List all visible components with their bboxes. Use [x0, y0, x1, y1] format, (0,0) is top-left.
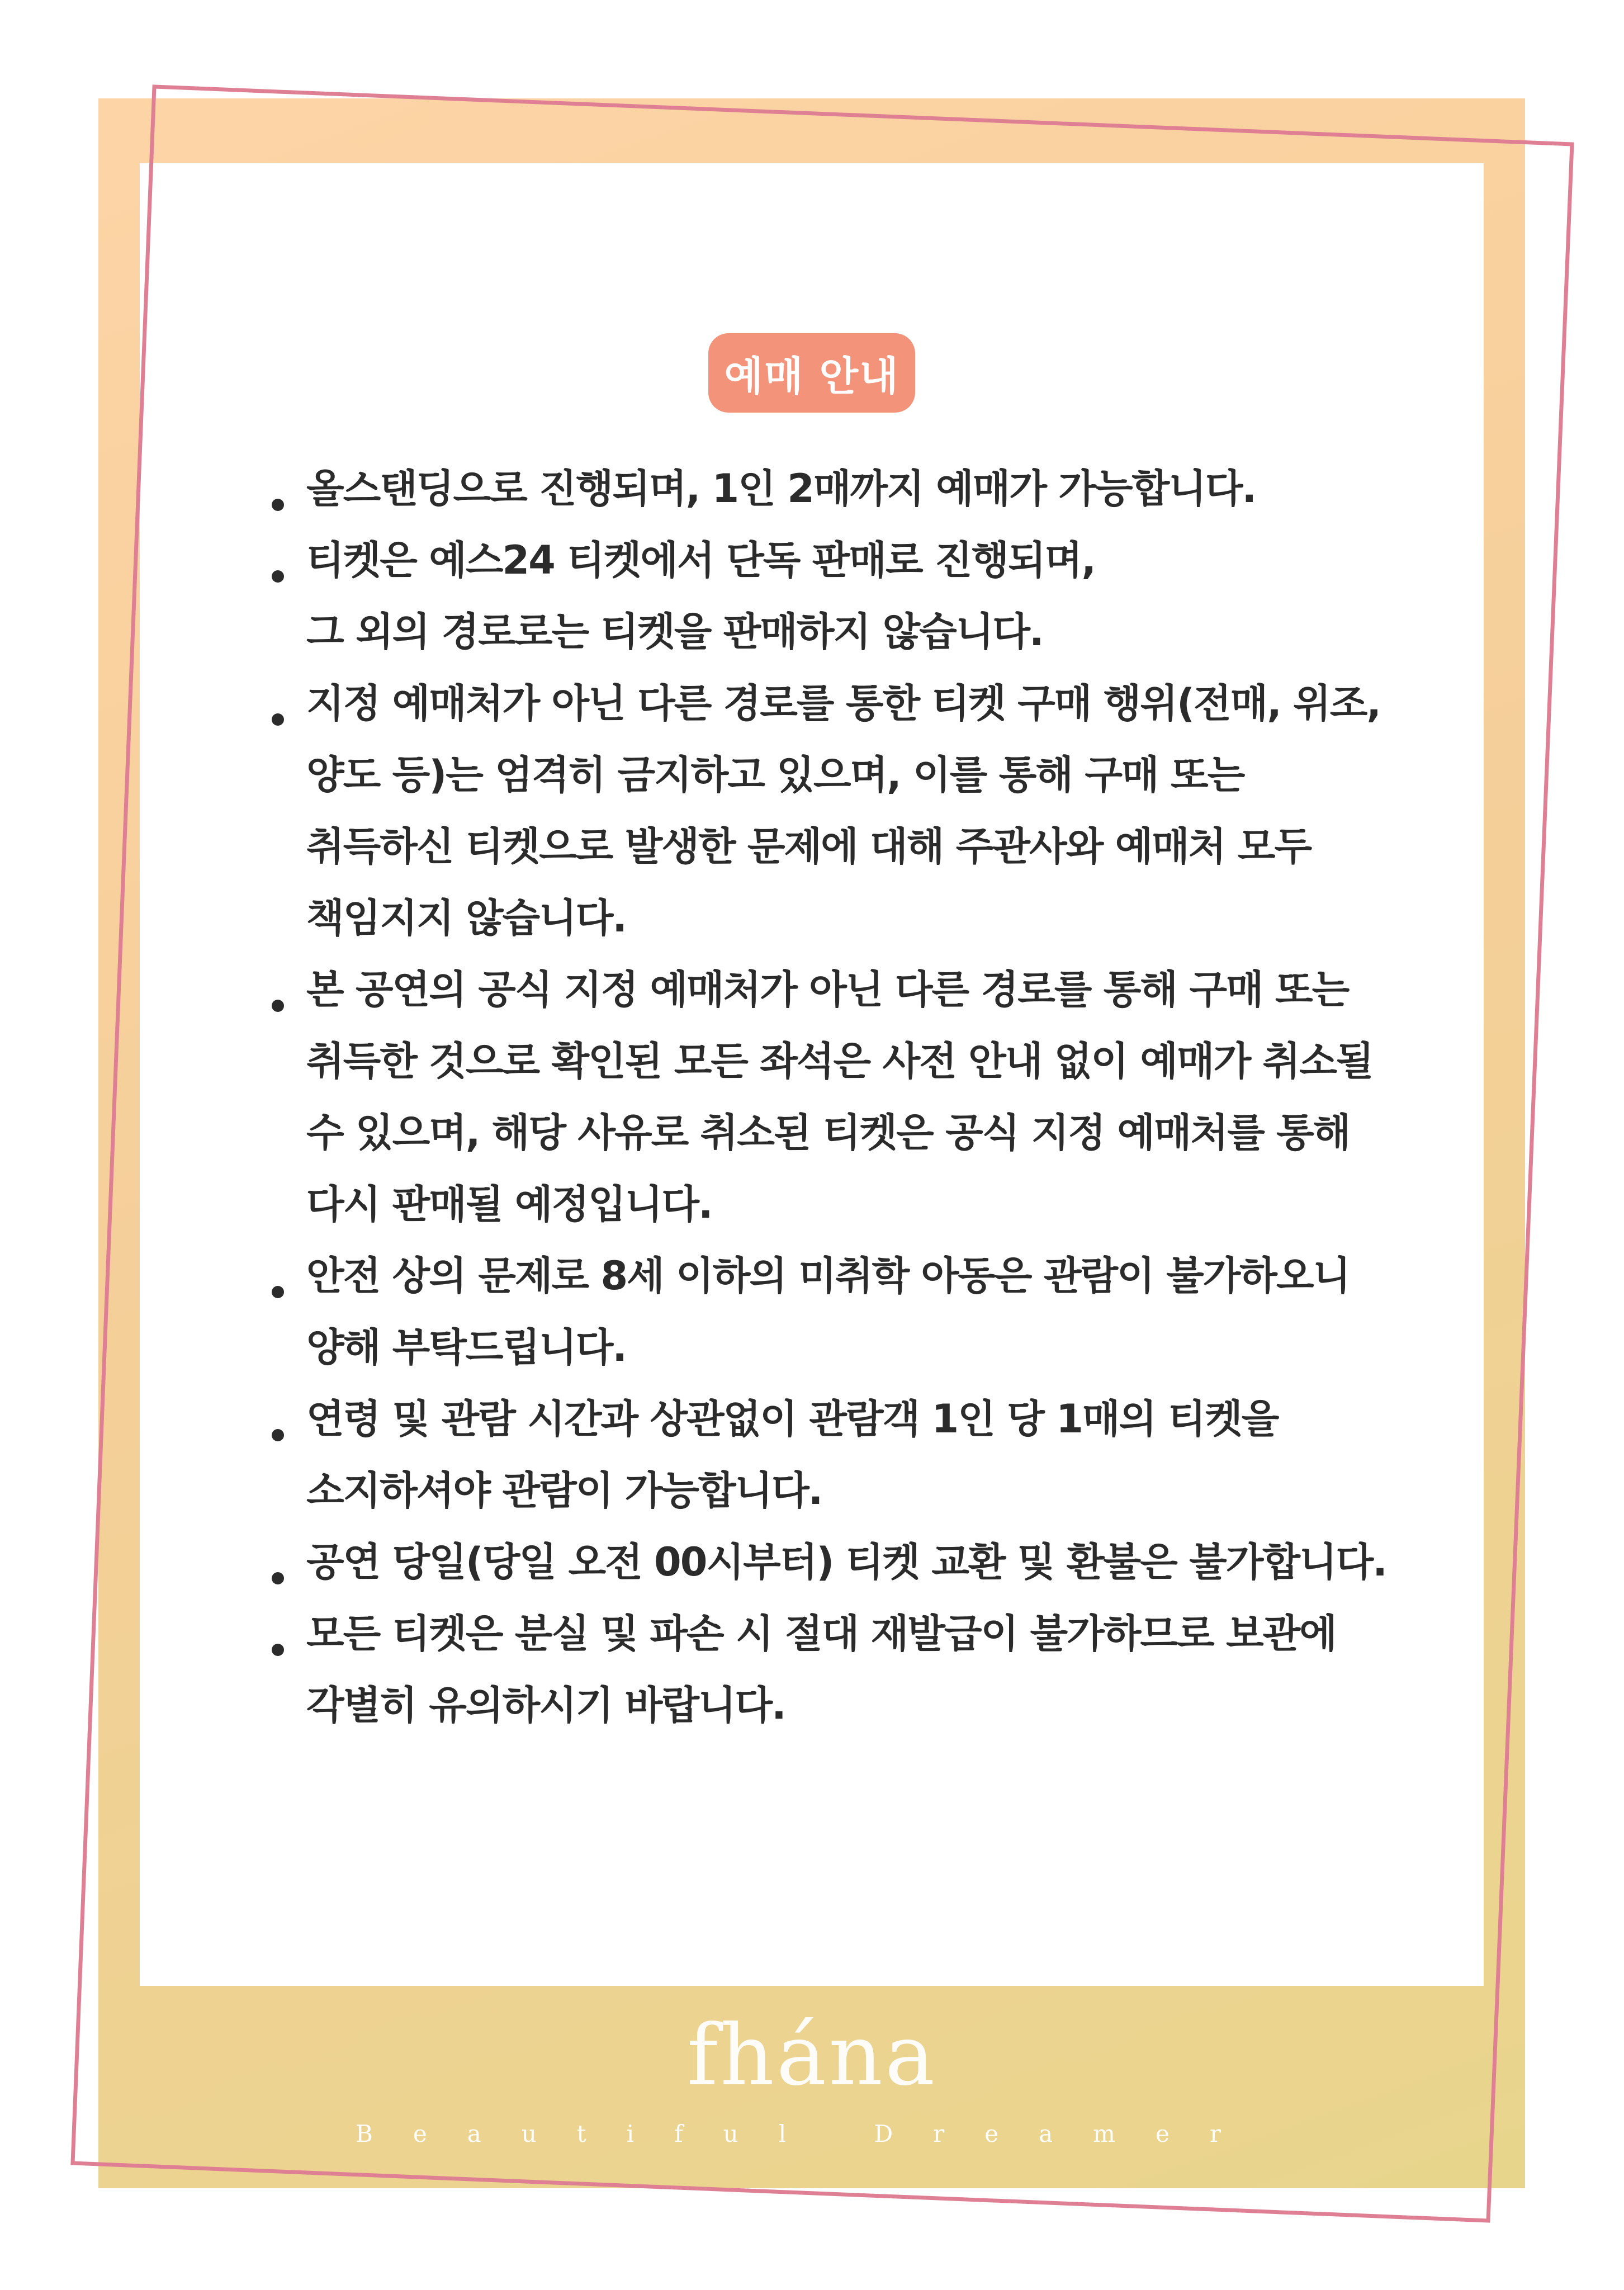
notice-list: [306, 466, 1424, 1763]
section-badge: 예매 안내: [708, 333, 915, 413]
notice-item: [306, 1611, 1424, 1763]
notice-line: 취득한 것으로 확인된 모든 좌석은 사전 안내 없이 예매가 취소될: [306, 1038, 1373, 1084]
notice-line: 지정 예매처가 아닌 다른 경로를 통한 티켓 구매 행위(전매, 위조,: [306, 680, 1381, 726]
bullet-icon: [272, 1644, 284, 1656]
notice-line: 취득하신 티켓으로 발생한 문제에 대해 주관사와 예매처 모두: [306, 824, 1311, 869]
album-subtitle: Beautiful Dreamer: [356, 2120, 1261, 2147]
notice-line: 소지하셔야 관람이 가능합니다.: [306, 1468, 822, 1513]
bullet-icon: [272, 570, 284, 583]
notice-line: 공연 당일(당일 오전 00시부터) 티켓 교환 및 환불은 불가합니다.: [306, 1539, 1386, 1585]
notice-line: 책임지지 않습니다.: [306, 895, 626, 941]
notice-line: 본 공연의 공식 지정 예매처가 아닌 다른 경로를 통해 구매 또는: [306, 967, 1349, 1012]
bullet-icon: [272, 499, 284, 511]
notice-line: 티켓은 예스24 티켓에서 단독 판매로 진행되며,: [306, 537, 1096, 583]
notice-line: 올스탠딩으로 진행되며, 1인 2매까지 예매가 가능합니다.: [306, 466, 1256, 512]
bullet-icon: [272, 1286, 284, 1298]
bullet-icon: [272, 713, 284, 726]
notice-item: [306, 680, 1424, 976]
notice-line: 모든 티켓은 분실 및 파손 시 절대 재발급이 불가하므로 보관에: [306, 1611, 1336, 1657]
bullet-icon: [272, 1000, 284, 1012]
bullet-icon: [272, 1572, 284, 1584]
notice-line: 연령 및 관람 시간과 상관없이 관람객 1인 당 1매의 티켓을: [306, 1396, 1279, 1442]
notice-line: 안전 상의 문제로 8세 이하의 미취학 아동은 관람이 불가하오니: [306, 1253, 1350, 1299]
bullet-icon: [272, 1429, 284, 1441]
notice-line: 양도 등)는 엄격히 금지하고 있으며, 이를 통해 구매 또는: [306, 752, 1244, 798]
notice-line: 그 외의 경로로는 티켓을 판매하지 않습니다.: [306, 609, 1043, 655]
notice-line: 수 있으며, 해당 사유로 취소된 티켓은 공식 지정 예매처를 통해: [306, 1110, 1350, 1156]
notice-item: [306, 967, 1424, 1262]
notice-line: 다시 판매될 예정입니다.: [306, 1181, 712, 1227]
notice-line: 양해 부탁드립니다.: [306, 1324, 626, 1370]
fhana-logo: fhána: [686, 2007, 938, 2104]
notice-line: 각별히 유의하시기 바랍니다.: [306, 1682, 785, 1728]
